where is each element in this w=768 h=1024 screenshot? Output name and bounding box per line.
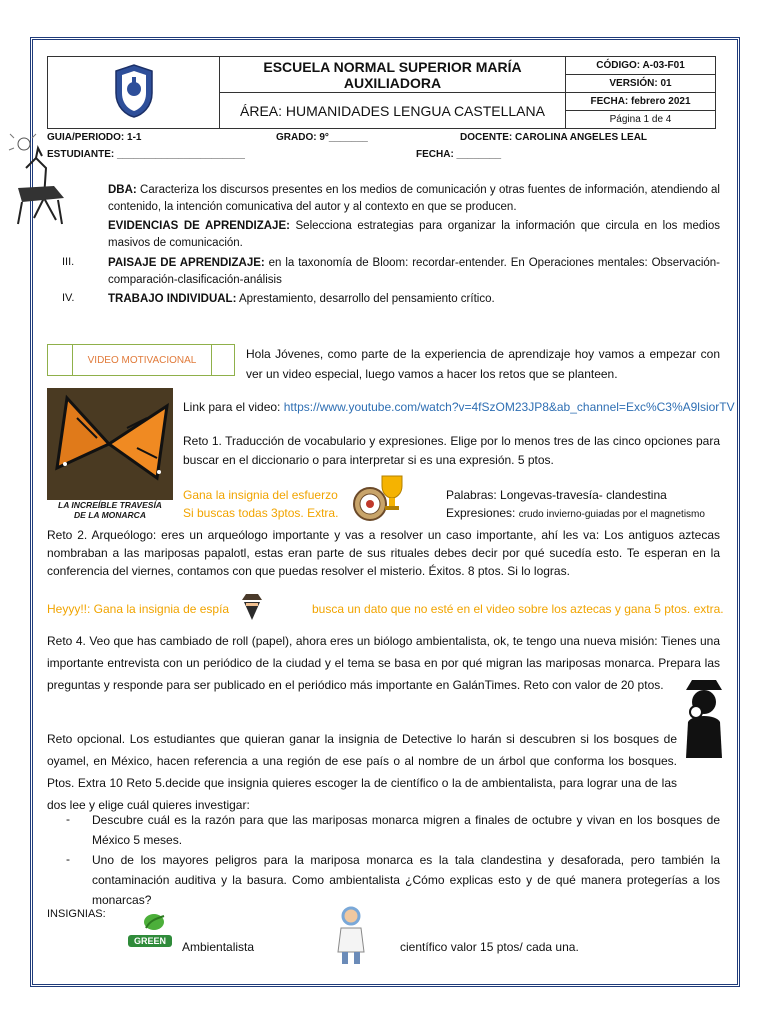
detective-silhouette-icon [682,676,726,758]
area-title: ÁREA: HUMANIDADES LENGUA CASTELLANA [220,93,566,129]
header-table [47,56,716,129]
bullet-dash-2: - [66,852,70,866]
video-motivacional-label: VIDEO MOTIVACIONAL [72,345,212,375]
doc-page: Página 1 de 4 [566,111,716,129]
school-name: ESCUELA NORMAL SUPERIOR MARÍA AUXILIADORA [220,57,566,93]
grado: GRADO: 9°_______ [276,132,368,143]
bullet-2: Uno de los mayores peligros para la mariposa monarca es la tala clandestina y desaforada, pero también la contaminación auditiva y la basura. Como ambientalista ¿Cómo explicas esto y de qué manera protegerías a los monarcas? [92,853,720,907]
expresiones-line: Expresiones: crudo invierno-guiadas por el magnetismo [446,506,705,520]
docente: DOCENTE: CAROLINA ANGELES LEAL [460,132,648,143]
monarch-video-thumbnail[interactable] [47,388,173,522]
scientist-icon [336,904,366,966]
cientifico-label: científico valor 15 ptos/ cada una. [400,940,579,954]
reto-1: Reto 1. Traducción de vocabulario y expresiones. Elige por lo menos tres de las cinco opciones para buscar en el diccionario o para interpretar si es una expresión. 5 ptos. [183,434,720,467]
roman-iii: III. [62,256,75,268]
insignia-esfuerzo-line2: Si buscas todas 3ptos. Extra. [183,506,339,520]
leaf-icon [128,912,172,932]
video-link-line: Link para el video: https://www.youtube.com/watch?v=4fSzOM23JP8&ab_channel=Exc%C3%A9lsiorTV [183,400,735,414]
reto-2: Reto 2. Arqueólogo: eres un arqueólogo importante y vas a resolver un caso importante, ahí les va: Los antiguos aztecas nombraban a las mariposas papalotl, estas eran parte de sus rituales debes decir por qué sucedía esto. Te esperan en la conferencia del viernes, contamos con que puedas resolver el misterio. Éxitos. 8 ptos. Si lo logras. [47,528,720,578]
quixote-sketch-image [6,128,76,228]
video-link[interactable]: https://www.youtube.com/watch?v=4fSzOM23JP8&ab_channel=Exc%C3%A9lsiorTV [283,400,735,414]
objective-paisaje: PAISAJE DE APRENDIZAJE: en la taxonomía de Bloom: recordar-entender. En Operaciones mentales: Observación-comparación-clasificación-análisis [108,257,721,286]
school-logo-cell [48,57,220,129]
bullet-dash-1: - [66,812,70,826]
video-motivacional-box [47,344,235,376]
roman-iv: IV. [62,292,75,304]
objective-trabajo: TRABAJO INDIVIDUAL: Aprestamiento, desarrollo del pensamiento crítico. [108,293,495,305]
bullet-1: Descubre cuál es la razón para que las mariposas monarca migren a finales de octubre y vivan en los bosques de México 5 meses. [92,813,720,847]
estudiante: ESTUDIANTE: _______________________ [47,149,245,160]
green-badge-icon [128,912,172,958]
insignias-title: INSIGNIAS: [47,908,106,920]
reto-4: Reto 4. Veo que has cambiado de roll (papel), ahora eres un biólogo ambientalista, ok, te tengo una nueva misión: Tienes una importante entrevista con un periódico de la ciudad y el tema se basa en por qué migran las mariposas monarca. Prepara las preguntas y responde para ser publicado en el periódico más importante en GalánTimes. Reto con valor de 20 ptos. [47,634,720,692]
spy-badge-icon [240,592,264,622]
doc-code: CÓDIGO: A-03-F01 [566,57,716,75]
target-trophy-icon [352,472,406,524]
doc-date: FECHA: febrero 2021 [566,93,716,111]
fecha: FECHA: ________ [416,149,502,160]
green-logo-text: GREEN [128,935,172,947]
objective-dba: DBA: Caracteriza los discursos presentes en los medios de comunicación y otras fuentes de información, atendiendo al contenido, la intención comunicativa del autor y al contexto en que se producen. [108,184,720,213]
thumbnail-caption: LA INCREÍBLE TRAVESÍA DE LA MONARCA [47,500,173,522]
doc-version: VERSIÓN: 01 [566,75,716,93]
ambientalista-label: Ambientalista [182,940,255,954]
palabras: Palabras: Longevas-travesía- clandestina [446,488,667,502]
insignia-espia-instruction: busca un dato que no esté en el video sobre los aztecas y gana 5 ptos. extra. [312,602,724,616]
insignia-esfuerzo-line1: Gana la insignia del esfuerzo [183,488,338,502]
reto-opcional: Reto opcional. Los estudiantes que quieran ganar la insignia de Detective lo harán si descubren si los bosques de oyamel, en México, hacen referencia a una región de ese país o al nombre de un árbol que conforma los bosques. Ptos. Extra 10 Reto 5.decide que insignia quieres escoger la de científico o la de ambientalista, para lograr una de las dos lee y elige cuál quieres investigar: [47,732,677,812]
objective-evidencias: EVIDENCIAS DE APRENDIZAJE: Selecciona estrategias para organizar la información que circula en los medios masivos de comunicación. [108,220,720,249]
video-intro: Hola Jóvenes, como parte de la experiencia de aprendizaje hoy vamos a empezar con ver un video especial, luego vamos a hacer los retos que se planteen. [246,347,720,381]
insignia-espia-text: Heyyy!!: Gana la insignia de espía [47,602,230,616]
school-shield-logo [112,63,156,119]
monarch-butterfly-image [47,388,173,500]
guia-periodo: GUIA/PERIODO: 1-1 [47,132,142,143]
